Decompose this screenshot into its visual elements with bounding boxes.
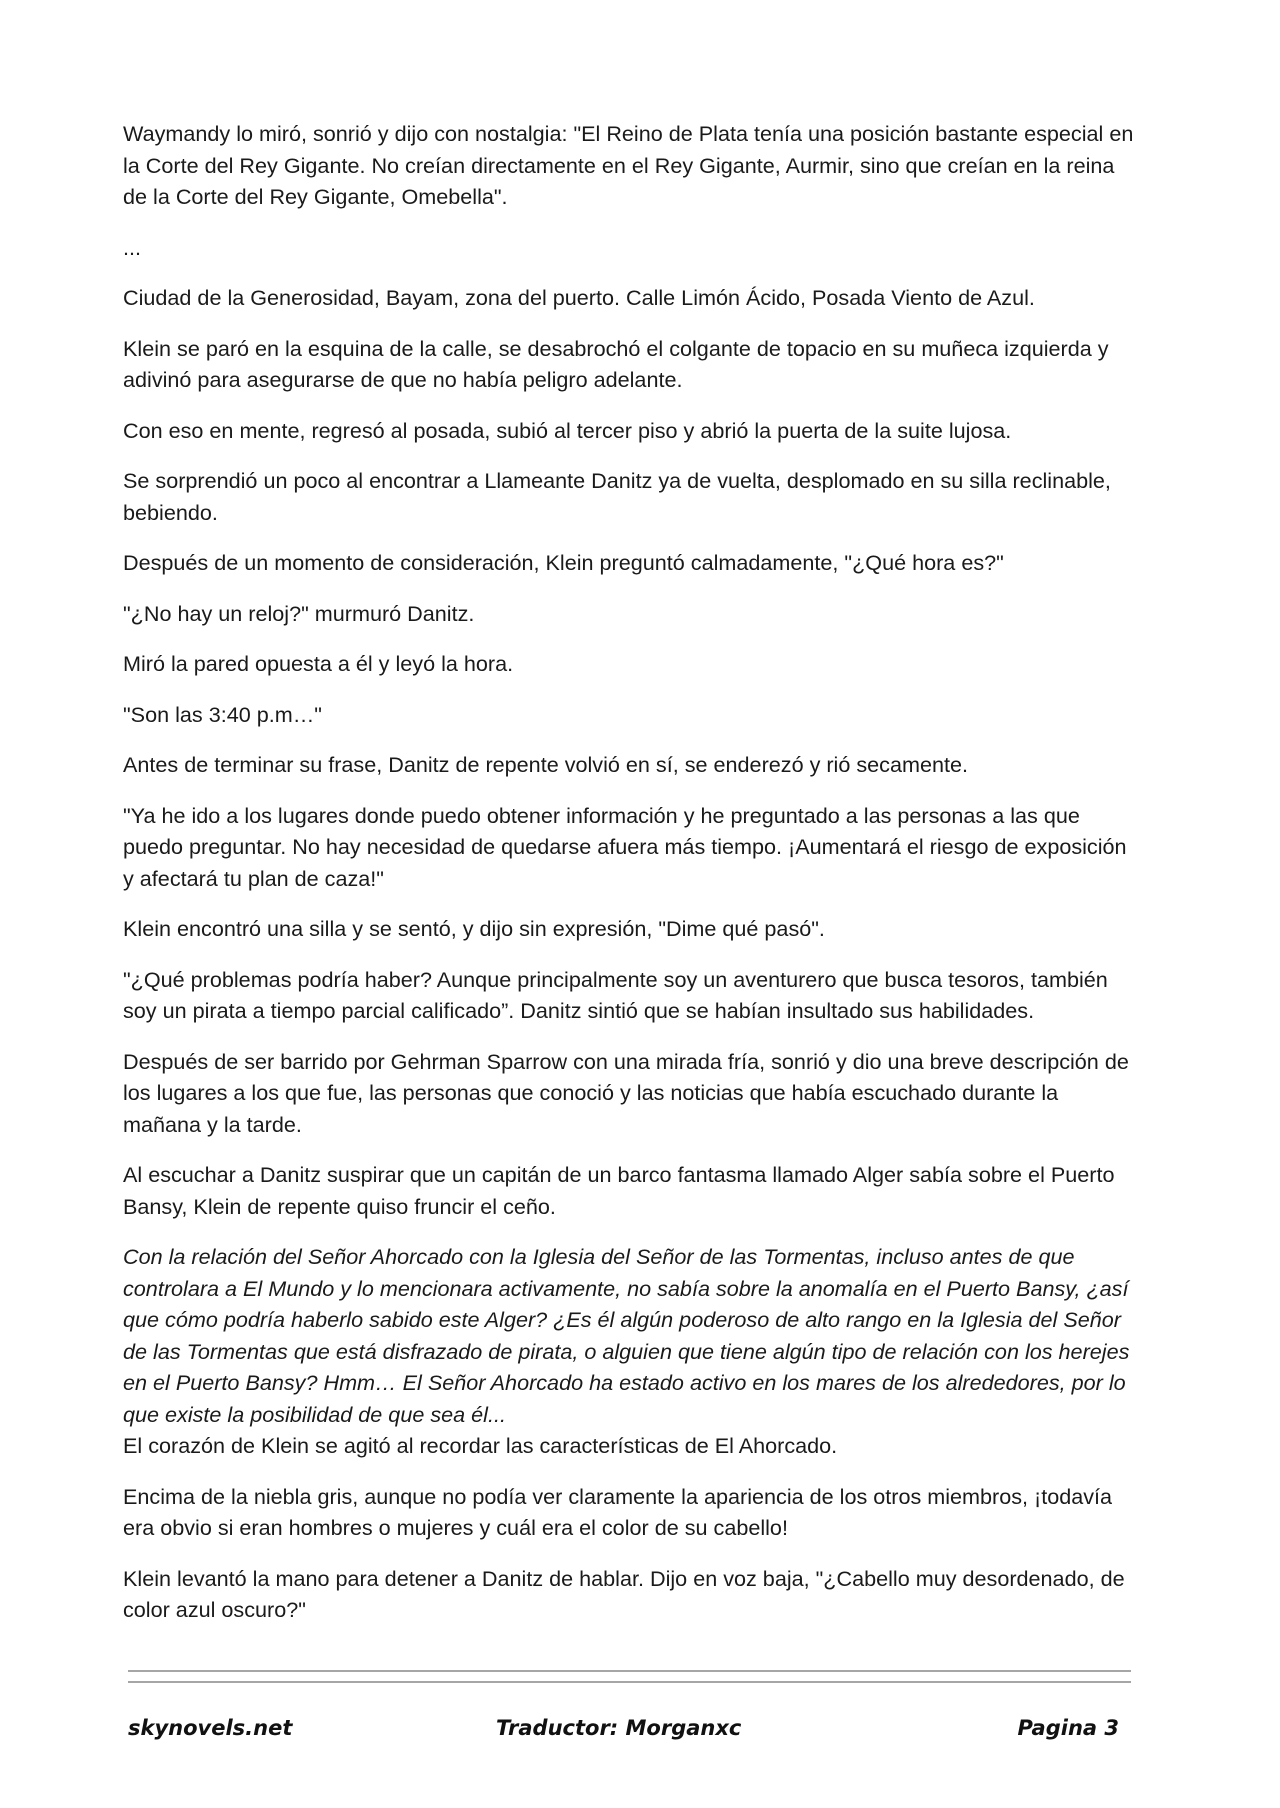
paragraph: "¿No hay un reloj?" murmuró Danitz. bbox=[123, 600, 475, 626]
paragraph: Ciudad de la Generosidad, Bayam, zona del puerto. Calle Limón Ácido, Posada Viento de Azul. bbox=[123, 285, 1035, 310]
page-footer bbox=[128, 1716, 1131, 1750]
italic-thought-text: Con la relación del Señor Ahorcado con la Iglesia del Señor de las Tormentas, incluso antes de que controlara a El Mundo y lo mencionara activamente, no sabía sobre la anomalía en el Puerto Bansy, ¿así que cómo podría haberlo sabido este Alger? ¿Es él algún poderoso de alto rango en la Iglesia del Señor de las Tormentas que está disfrazado de pirata, o alguien que tiene algún tipo de relación con los herejes en el Puerto Bansy? Hmm… El Señor Ahorcado ha estado activo en los mares de los alrededores, por lo que existe la posibilidad de que sea él... bbox=[123, 1244, 1130, 1427]
paragraph: Miró la pared opuesta a él y leyó la hora. bbox=[123, 651, 514, 676]
paragraph: Se sorprendió un poco al encontrar a Llameante Danitz ya de vuelta, desplomado en su silla reclinable, bebiendo. bbox=[123, 468, 1111, 525]
paragraph: Con eso en mente, regresó al posada, subió al tercer piso y abrió la puerta de la suite lujosa. bbox=[123, 417, 1012, 443]
paragraph: Klein levantó la mano para detener a Danitz de hablar. Dijo en voz baja, "¿Cabello muy desordenado, de color azul oscuro?" bbox=[123, 1565, 1125, 1622]
paragraph-thought bbox=[123, 1241, 1135, 1462]
paragraph-text: El corazón de Klein se agitó al recordar las características de El Ahorcado. bbox=[123, 1433, 838, 1458]
footer-translator: Traductor: Morganxc bbox=[496, 1716, 742, 1740]
paragraph: "Son las 3:40 p.m…" bbox=[123, 701, 322, 727]
paragraph: Klein se paró en la esquina de la calle, se desabrochó el colgante de topacio en su muñeca izquierda y adivinó para asegurarse de que no había peligro adelante. bbox=[123, 335, 1109, 392]
footer-page-number: Pagina 3 bbox=[1017, 1716, 1119, 1740]
footer-divider-bottom bbox=[128, 1681, 1131, 1683]
document-body bbox=[123, 118, 1135, 1645]
paragraph: Al escuchar a Danitz suspirar que un capitán de un barco fantasma llamado Alger sabía sobre el Puerto Bansy, Klein de repente quiso fruncir el ceño. bbox=[123, 1162, 1115, 1219]
paragraph: Waymandy lo miró, sonrió y dijo con nostalgia: "El Reino de Plata tenía una posición bastante especial en la Corte del Rey Gigante. No creían directamente en el Rey Gigante, Aurmir, sino que creían en la reina de la Corte del Rey Gigante, Omebella". bbox=[123, 121, 1134, 209]
paragraph: Después de ser barrido por Gehrman Sparrow con una mirada fría, sonrió y dio una breve descripción de los lugares a los que fue, las personas que conoció y las noticias que había escuchado durante la mañana y la tarde. bbox=[123, 1048, 1129, 1137]
paragraph: Klein encontró una silla y se sentó, y dijo sin expresión, "Dime qué pasó". bbox=[123, 916, 825, 941]
footer-divider-top bbox=[128, 1670, 1131, 1672]
paragraph: "Ya he ido a los lugares donde puedo obtener información y he preguntado a las personas a las que puedo preguntar. No hay necesidad de quedarse afuera más tiempo. ¡Aumentará el riesgo de exposición y afectará tu plan de caza!" bbox=[123, 802, 1127, 891]
paragraph: Antes de terminar su frase, Danitz de repente volvió en sí, se enderezó y rió secamente. bbox=[123, 752, 968, 777]
footer-site: skynovels.net bbox=[128, 1716, 293, 1740]
paragraph: Después de un momento de consideración, Klein preguntó calmadamente, "¿Qué hora es?" bbox=[123, 550, 1004, 575]
paragraph: "¿Qué problemas podría haber? Aunque principalmente soy un aventurero que busca tesoros, también soy un pirata a tiempo parcial calificado”. Danitz sintió que se habían insultado sus habilidades. bbox=[123, 966, 1108, 1023]
paragraph: ... bbox=[123, 234, 141, 260]
paragraph: Encima de la niebla gris, aunque no podía ver claramente la apariencia de los otros miembros, ¡todavía era obvio si eran hombres o mujeres y cuál era el color de su cabello! bbox=[123, 1483, 1113, 1540]
